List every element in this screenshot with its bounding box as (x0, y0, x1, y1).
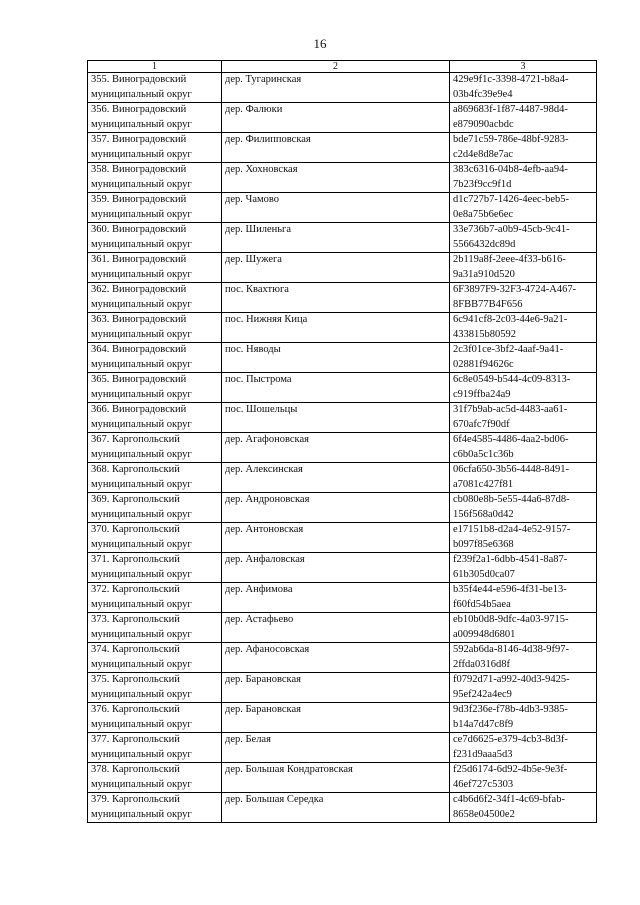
guid-text: 06cfa650-3b56-4448-8491- (453, 464, 570, 475)
district-text: муниципальный округ (91, 568, 192, 580)
guid-cell (450, 313, 597, 343)
settlement-cell (222, 253, 450, 283)
settlement-cell (222, 433, 450, 463)
district-cell (88, 403, 222, 433)
table-row (88, 373, 597, 403)
settlement-text: дер. Антоновская (225, 524, 304, 535)
guid-text: 592ab6da-8146-4d38-9f97- (453, 644, 570, 655)
guid-cell (450, 763, 597, 793)
district-text: муниципальный округ (91, 688, 192, 700)
guid-text: 156f568a0d42 (453, 508, 514, 520)
settlement-text: дер. Барановская (225, 674, 301, 685)
guid-cell (450, 343, 597, 373)
guid-text: 0e8a75b6e6ec (453, 208, 514, 220)
district-cell (88, 493, 222, 523)
settlement-cell (222, 643, 450, 673)
district-text: муниципальный округ (91, 598, 192, 610)
settlement-cell (222, 613, 450, 643)
district-text: 373. Каргопольский (91, 614, 180, 625)
settlement-text: дер. Шужега (225, 254, 282, 265)
guid-text: 6f4e4585-4486-4aa2-bd06- (453, 434, 569, 445)
district-text: 366. Виноградовский (91, 404, 187, 415)
guid-text: 383c6316-04b8-4efb-aa94- (453, 164, 568, 175)
district-text: муниципальный округ (91, 658, 192, 670)
guid-text: c919ffba24a9 (453, 388, 511, 400)
page-number: 16 (313, 36, 327, 51)
district-cell (88, 283, 222, 313)
district-text: 370. Каргопольский (91, 524, 180, 535)
district-text: муниципальный округ (91, 718, 192, 730)
guid-cell (450, 643, 597, 673)
guid-text: b35f4e44-e596-4f31-be13- (453, 584, 567, 595)
settlement-text: дер. Афаносовская (225, 644, 310, 655)
guid-text: 9a31a910d520 (453, 268, 515, 280)
settlement-cell (222, 553, 450, 583)
district-cell (88, 193, 222, 223)
district-cell (88, 433, 222, 463)
settlement-text: дер. Хохновская (225, 164, 298, 175)
settlement-text: дер. Шиленьга (225, 224, 291, 235)
district-text: 372. Каргопольский (91, 584, 180, 595)
guid-cell (450, 283, 597, 313)
table-row (88, 793, 597, 823)
district-cell (88, 313, 222, 343)
guid-cell (450, 103, 597, 133)
guid-cell (450, 73, 597, 103)
guid-text: e17151b8-d2a4-4e52-9157- (453, 524, 571, 535)
settlement-cell (222, 703, 450, 733)
guid-cell (450, 553, 597, 583)
guid-text: 03b4fc39e9e4 (453, 88, 513, 100)
guid-text: f239f2a1-6dbb-4541-8a87- (453, 554, 568, 565)
district-cell (88, 133, 222, 163)
settlement-text: дер. Большая Кондратовская (225, 764, 353, 775)
table-row (88, 193, 597, 223)
guid-cell (450, 583, 597, 613)
district-cell (88, 673, 222, 703)
district-text: 363. Виноградовский (91, 314, 187, 325)
settlement-cell (222, 373, 450, 403)
guid-text: e879090acbdc (453, 118, 514, 130)
table-row (88, 643, 597, 673)
district-cell (88, 253, 222, 283)
settlement-cell (222, 793, 450, 823)
table-row (88, 253, 597, 283)
settlement-cell (222, 133, 450, 163)
district-text: муниципальный округ (91, 268, 192, 280)
district-text: муниципальный округ (91, 418, 192, 430)
district-text: 357. Виноградовский (91, 134, 187, 145)
guid-text: f231d9aaa5d3 (453, 748, 513, 760)
district-text: муниципальный округ (91, 238, 192, 250)
guid-text: 61b305d0ca07 (453, 568, 515, 580)
table-row (88, 553, 597, 583)
district-text: 359. Виноградовский (91, 194, 187, 205)
district-cell (88, 553, 222, 583)
guid-cell (450, 433, 597, 463)
guid-text: 9d3f236e-f78b-4db3-9385- (453, 704, 568, 715)
settlement-text: пос. Пыстрома (225, 374, 292, 385)
district-text: муниципальный округ (91, 208, 192, 220)
district-cell (88, 763, 222, 793)
district-text: 364. Виноградовский (91, 344, 187, 355)
district-cell (88, 103, 222, 133)
column-header-1: 1 (88, 61, 222, 73)
guid-text: 2b119a8f-2eee-4f33-b616- (453, 254, 566, 265)
table-row (88, 403, 597, 433)
settlement-cell (222, 523, 450, 553)
district-text: муниципальный округ (91, 298, 192, 310)
settlement-text: дер. Фалюки (225, 104, 283, 115)
guid-text: a869683f-1f87-4487-98d4- (453, 104, 568, 115)
table-row (88, 583, 597, 613)
district-text: муниципальный округ (91, 178, 192, 190)
table-row (88, 103, 597, 133)
guid-text: 95ef242a4ec9 (453, 688, 512, 700)
settlement-text: дер. Белая (225, 734, 271, 745)
guid-text: 2ffda0316d8f (453, 658, 510, 670)
guid-text: ce7d6625-e379-4cb3-8d3f- (453, 734, 568, 745)
district-text: муниципальный округ (91, 628, 192, 640)
table-row (88, 73, 597, 103)
district-cell (88, 373, 222, 403)
district-cell (88, 643, 222, 673)
district-cell (88, 733, 222, 763)
settlement-cell (222, 733, 450, 763)
settlement-text: дер. Чамово (225, 194, 280, 205)
district-text: 358. Виноградовский (91, 164, 187, 175)
guid-text: 31f7b9ab-ac5d-4483-aa61- (453, 404, 568, 415)
guid-text: 429e9f1c-3398-4721-b8a4- (453, 74, 569, 85)
guid-text: 6F3897F9-32F3-4724-A467- (453, 284, 577, 295)
district-text: муниципальный округ (91, 748, 192, 760)
guid-cell (450, 673, 597, 703)
district-text: 368. Каргопольский (91, 464, 180, 475)
settlement-cell (222, 463, 450, 493)
table-row (88, 223, 597, 253)
guid-text: 46ef727c5303 (453, 778, 514, 790)
district-text: муниципальный округ (91, 328, 192, 340)
table-header-row (88, 61, 597, 73)
guid-text: f60fd54b5aea (453, 598, 511, 610)
guid-cell (450, 793, 597, 823)
table-row (88, 673, 597, 703)
table-row (88, 433, 597, 463)
guid-text: f25d6174-6d92-4b5e-9e3f- (453, 764, 568, 775)
guid-text: c4b6d6f2-34f1-4c69-bfab- (453, 794, 565, 805)
settlement-cell (222, 193, 450, 223)
district-cell (88, 613, 222, 643)
guid-text: 2c3f01ce-3bf2-4aaf-9a41- (453, 344, 564, 355)
settlement-cell (222, 313, 450, 343)
settlement-text: дер. Тугаринская (225, 74, 302, 85)
settlement-text: пос. Шошельцы (225, 404, 298, 415)
settlement-cell (222, 103, 450, 133)
guid-text: 5566432dc89d (453, 238, 516, 250)
district-text: муниципальный округ (91, 478, 192, 490)
guid-cell (450, 133, 597, 163)
district-cell (88, 343, 222, 373)
guid-text: b097f85e6368 (453, 538, 514, 550)
guid-text: 02881f94626c (453, 358, 514, 370)
district-cell (88, 463, 222, 493)
guid-cell (450, 703, 597, 733)
table-row (88, 133, 597, 163)
district-text: 379. Каргопольский (91, 794, 180, 805)
district-text: муниципальный округ (91, 538, 192, 550)
settlement-cell (222, 763, 450, 793)
district-text: муниципальный округ (91, 508, 192, 520)
settlement-cell (222, 283, 450, 313)
district-cell (88, 583, 222, 613)
district-cell (88, 703, 222, 733)
district-text: 362. Виноградовский (91, 284, 187, 295)
district-cell (88, 223, 222, 253)
guid-text: 6c941cf8-2c03-44e6-9a21- (453, 314, 568, 325)
district-text: 369. Каргопольский (91, 494, 180, 505)
settlement-cell (222, 163, 450, 193)
guid-text: 8658e04500e2 (453, 808, 515, 820)
district-text: 371. Каргопольский (91, 554, 180, 565)
district-text: 360. Виноградовский (91, 224, 187, 235)
district-text: 361. Виноградовский (91, 254, 187, 265)
settlement-text: дер. Агафоновская (225, 434, 309, 445)
district-text: муниципальный округ (91, 88, 192, 100)
district-text: муниципальный округ (91, 358, 192, 370)
district-text: муниципальный округ (91, 448, 192, 460)
district-text: 375. Каргопольский (91, 674, 180, 685)
guid-text: c2d4e8d8e7ac (453, 148, 514, 160)
guid-text: a7081c427f81 (453, 478, 514, 490)
guid-text: 670afc7f90df (453, 418, 510, 430)
guid-text: eb10b0d8-9dfc-4a03-9715- (453, 614, 569, 625)
guid-cell (450, 403, 597, 433)
guid-text: 6c8e0549-b544-4c09-8313- (453, 374, 571, 385)
table-row (88, 763, 597, 793)
guid-text: 433815b80592 (453, 328, 516, 340)
guid-cell (450, 193, 597, 223)
table-row (88, 613, 597, 643)
settlement-text: дер. Анфимова (225, 584, 293, 595)
settlement-cell (222, 343, 450, 373)
guid-text: 7b23f9cc9f1d (453, 178, 512, 190)
guid-cell (450, 463, 597, 493)
column-header-2: 2 (222, 61, 450, 73)
guid-text: f0792d71-a992-40d3-9425- (453, 674, 570, 685)
guid-text: cb080e8b-5e55-44a6-87d8- (453, 494, 570, 505)
table-row (88, 493, 597, 523)
district-text: 356. Виноградовский (91, 104, 187, 115)
district-text: 376. Каргопольский (91, 704, 180, 715)
table-row (88, 733, 597, 763)
district-text: муниципальный округ (91, 148, 192, 160)
district-text: муниципальный округ (91, 778, 192, 790)
guid-cell (450, 163, 597, 193)
district-cell (88, 163, 222, 193)
guid-text: 33e736b7-a0b9-45cb-9c41- (453, 224, 570, 235)
settlement-cell (222, 403, 450, 433)
guid-text: d1c727b7-1426-4eec-beb5- (453, 194, 570, 205)
settlement-text: дер. Большая Середка (225, 794, 324, 805)
settlement-cell (222, 73, 450, 103)
guid-cell (450, 253, 597, 283)
settlement-cell (222, 583, 450, 613)
settlement-cell (222, 223, 450, 253)
settlement-text: дер. Барановская (225, 704, 301, 715)
table-row (88, 463, 597, 493)
district-cell (88, 793, 222, 823)
settlement-text: пос. Няводы (225, 344, 281, 355)
guid-cell (450, 223, 597, 253)
settlement-text: дер. Анфаловская (225, 554, 305, 565)
settlement-cell (222, 493, 450, 523)
guid-text: bde71c59-786e-48bf-9283- (453, 134, 569, 145)
guid-cell (450, 613, 597, 643)
guid-cell (450, 523, 597, 553)
district-text: 377. Каргопольский (91, 734, 180, 745)
table-row (88, 283, 597, 313)
guid-text: c6b0a5c1c36b (453, 448, 514, 460)
guid-text: 8FBB77B4F656 (453, 298, 523, 310)
district-text: муниципальный округ (91, 388, 192, 400)
table-row (88, 523, 597, 553)
settlement-registry-table (87, 60, 597, 823)
district-text: муниципальный округ (91, 808, 192, 820)
district-text: 374. Каргопольский (91, 644, 180, 655)
settlement-text: дер. Астафьево (225, 614, 294, 625)
guid-cell (450, 373, 597, 403)
settlement-text: пос. Квахтюга (225, 284, 289, 295)
table-body (88, 73, 597, 823)
guid-text: a009948d6801 (453, 628, 516, 640)
settlement-text: дер. Филипповская (225, 134, 311, 145)
district-text: 367. Каргопольский (91, 434, 180, 445)
district-text: 378. Каргопольский (91, 764, 180, 775)
table-row (88, 343, 597, 373)
district-text: муниципальный округ (91, 118, 192, 130)
district-text: 365. Виноградовский (91, 374, 187, 385)
district-cell (88, 523, 222, 553)
district-text: 355. Виноградовский (91, 74, 187, 85)
settlement-cell (222, 673, 450, 703)
guid-cell (450, 493, 597, 523)
settlement-text: дер. Андроновская (225, 494, 310, 505)
column-header-3: 3 (450, 61, 597, 73)
guid-text: b14a7d47c8f9 (453, 718, 514, 730)
settlement-text: дер. Алексинская (225, 464, 303, 475)
table-row (88, 163, 597, 193)
table-row (88, 703, 597, 733)
settlement-text: пос. Нижняя Кица (225, 314, 308, 325)
guid-cell (450, 733, 597, 763)
table-row (88, 313, 597, 343)
district-cell (88, 73, 222, 103)
